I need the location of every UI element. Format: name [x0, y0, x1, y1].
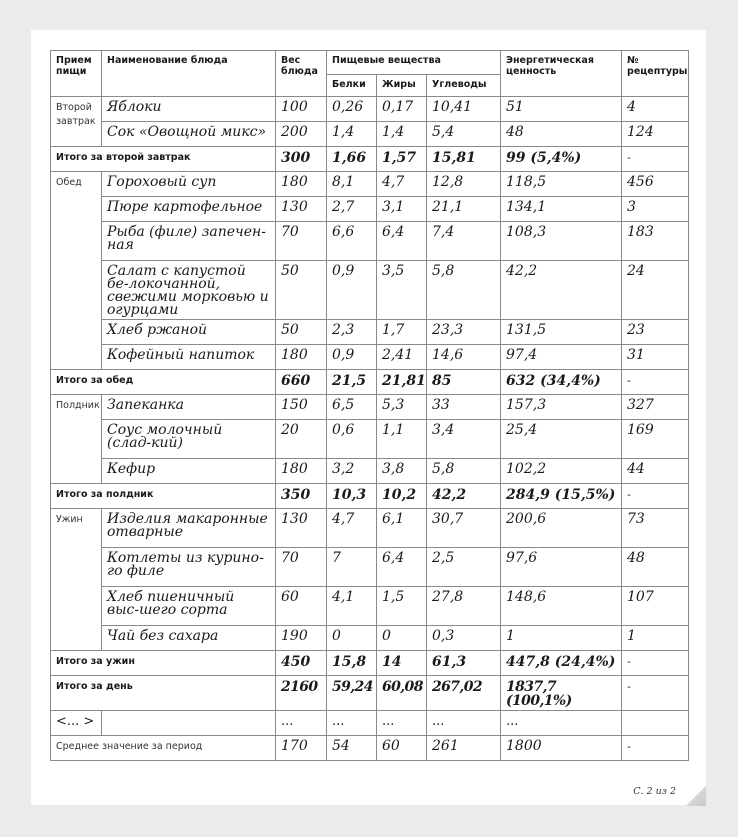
total-fats: 21,81	[377, 370, 427, 395]
average-recipe: -	[622, 736, 689, 761]
proteins-cell: 0	[327, 626, 377, 651]
table-row	[51, 626, 689, 651]
table-row	[51, 587, 689, 626]
proteins-cell: 4,7	[327, 509, 377, 548]
energy-cell: 131,5	[501, 320, 622, 345]
total-energy: 447,8 (24,4%)	[501, 651, 622, 676]
ellipsis-label: <... >	[51, 711, 102, 736]
weight-cell: 20	[276, 420, 327, 459]
ellipsis-fats: ...	[377, 711, 427, 736]
fats-cell: 1,5	[377, 587, 427, 626]
fats-cell: 0,17	[377, 97, 427, 122]
recipe-cell: 107	[622, 587, 689, 626]
dish-cell: Рыба (филе) запечен-ная	[102, 222, 276, 261]
total-energy: 632 (34,4%)	[501, 370, 622, 395]
proteins-cell: 2,3	[327, 320, 377, 345]
weight-cell: 70	[276, 222, 327, 261]
proteins-cell: 8,1	[327, 172, 377, 197]
header-fats: Жиры	[377, 75, 427, 97]
ellipsis-carbs: ...	[427, 711, 501, 736]
header-energy: Энергетическая ценность	[501, 51, 622, 97]
average-carbs: 261	[427, 736, 501, 761]
average-energy: 1800	[501, 736, 622, 761]
fats-cell: 3,1	[377, 197, 427, 222]
total-label: Итого за второй завтрак	[51, 147, 276, 172]
day-total-proteins: 59,24	[327, 676, 377, 711]
table-row	[51, 395, 689, 420]
proteins-cell: 3,2	[327, 459, 377, 484]
fats-cell: 3,8	[377, 459, 427, 484]
fats-cell: 6,4	[377, 222, 427, 261]
dish-cell: Запеканка	[102, 395, 276, 420]
total-proteins: 21,5	[327, 370, 377, 395]
ellipsis-energy: ...	[501, 711, 622, 736]
weight-cell: 50	[276, 261, 327, 320]
proteins-cell: 0,26	[327, 97, 377, 122]
energy-cell: 102,2	[501, 459, 622, 484]
recipe-cell: 31	[622, 345, 689, 370]
fats-cell: 5,3	[377, 395, 427, 420]
header-weight: Вес блюда	[276, 51, 327, 97]
table-row	[51, 222, 689, 261]
weight-cell: 130	[276, 197, 327, 222]
recipe-cell: 169	[622, 420, 689, 459]
carbs-cell: 33	[427, 395, 501, 420]
weight-cell: 180	[276, 345, 327, 370]
day-total-recipe: -	[622, 676, 689, 711]
page-number: С. 2 из 2	[633, 786, 676, 797]
average-proteins: 54	[327, 736, 377, 761]
total-energy: 99 (5,4%)	[501, 147, 622, 172]
carbs-cell: 3,4	[427, 420, 501, 459]
fats-cell: 1,7	[377, 320, 427, 345]
total-carbs: 61,3	[427, 651, 501, 676]
proteins-cell: 0,9	[327, 345, 377, 370]
meal-cell-afternoon-snack: Полдник	[51, 395, 102, 484]
proteins-cell: 0,6	[327, 420, 377, 459]
dish-cell: Пюре картофельное	[102, 197, 276, 222]
dish-cell: Яблоки	[102, 97, 276, 122]
energy-cell: 48	[501, 122, 622, 147]
table-row	[51, 97, 689, 122]
total-energy: 284,9 (15,5%)	[501, 484, 622, 509]
energy-cell: 108,3	[501, 222, 622, 261]
total-proteins: 1,66	[327, 147, 377, 172]
fats-cell: 6,1	[377, 509, 427, 548]
fats-cell: 1,4	[377, 122, 427, 147]
energy-cell: 97,6	[501, 548, 622, 587]
energy-cell: 42,2	[501, 261, 622, 320]
carbs-cell: 27,8	[427, 587, 501, 626]
table-row	[51, 261, 689, 320]
dish-cell: Сок «Овощной микс»	[102, 122, 276, 147]
weight-cell: 190	[276, 626, 327, 651]
total-weight: 300	[276, 147, 327, 172]
page-corner-fold	[686, 786, 706, 806]
total-fats: 1,57	[377, 147, 427, 172]
energy-cell: 148,6	[501, 587, 622, 626]
header-proteins: Белки	[327, 75, 377, 97]
header-nutrients: Пищевые вещества	[327, 51, 501, 75]
carbs-cell: 0,3	[427, 626, 501, 651]
table-row	[51, 509, 689, 548]
fats-cell: 4,7	[377, 172, 427, 197]
proteins-cell: 1,4	[327, 122, 377, 147]
header-carbs: Углеводы	[427, 75, 501, 97]
recipe-cell: 3	[622, 197, 689, 222]
weight-cell: 50	[276, 320, 327, 345]
dish-cell: Соус молочный (слад-кий)	[102, 420, 276, 459]
weight-cell: 60	[276, 587, 327, 626]
ellipsis-empty-cell	[102, 711, 276, 736]
total-weight: 660	[276, 370, 327, 395]
energy-cell: 200,6	[501, 509, 622, 548]
day-total-label: Итого за день	[51, 676, 276, 711]
dish-cell: Котлеты из курино-го филе	[102, 548, 276, 587]
table-row	[51, 320, 689, 345]
proteins-cell: 6,6	[327, 222, 377, 261]
dish-cell: Кефир	[102, 459, 276, 484]
dish-cell: Изделия макаронные отварные	[102, 509, 276, 548]
energy-cell: 134,1	[501, 197, 622, 222]
recipe-cell: 327	[622, 395, 689, 420]
energy-cell: 51	[501, 97, 622, 122]
day-total-fats: 60,08	[377, 676, 427, 711]
proteins-cell: 7	[327, 548, 377, 587]
total-label: Итого за обед	[51, 370, 276, 395]
table-row	[51, 459, 689, 484]
carbs-cell: 5,8	[427, 459, 501, 484]
total-proteins: 10,3	[327, 484, 377, 509]
fats-cell: 6,4	[377, 548, 427, 587]
table-row	[51, 172, 689, 197]
total-label: Итого за ужин	[51, 651, 276, 676]
weight-cell: 200	[276, 122, 327, 147]
dish-cell: Гороховый суп	[102, 172, 276, 197]
header-dish: Наименование блюда	[102, 51, 276, 97]
total-row	[51, 370, 689, 395]
recipe-cell: 124	[622, 122, 689, 147]
energy-cell: 25,4	[501, 420, 622, 459]
energy-cell: 97,4	[501, 345, 622, 370]
ellipsis-proteins: ...	[327, 711, 377, 736]
table-row	[51, 345, 689, 370]
total-label: Итого за полдник	[51, 484, 276, 509]
table-row	[51, 548, 689, 587]
header-row	[51, 51, 689, 75]
total-recipe: -	[622, 484, 689, 509]
recipe-cell: 456	[622, 172, 689, 197]
menu-table	[50, 50, 689, 761]
total-proteins: 15,8	[327, 651, 377, 676]
dish-cell: Кофейный напиток	[102, 345, 276, 370]
total-fats: 14	[377, 651, 427, 676]
fats-cell: 0	[377, 626, 427, 651]
energy-cell: 1	[501, 626, 622, 651]
energy-cell: 118,5	[501, 172, 622, 197]
day-total-energy: 1837,7 (100,1%)	[501, 676, 622, 711]
fats-cell: 1,1	[377, 420, 427, 459]
total-carbs: 42,2	[427, 484, 501, 509]
total-recipe: -	[622, 370, 689, 395]
fats-cell: 2,41	[377, 345, 427, 370]
table-row	[51, 420, 689, 459]
weight-cell: 100	[276, 97, 327, 122]
meal-cell-second-breakfast: Второй завтрак	[51, 97, 102, 147]
header-meal: Прием пищи	[51, 51, 102, 97]
recipe-cell: 4	[622, 97, 689, 122]
day-total-row	[51, 676, 689, 711]
document-page	[31, 30, 706, 805]
average-row	[51, 736, 689, 761]
total-row	[51, 147, 689, 172]
dish-cell: Хлеб пшеничный выс-шего сорта	[102, 587, 276, 626]
weight-cell: 180	[276, 172, 327, 197]
carbs-cell: 10,41	[427, 97, 501, 122]
fats-cell: 3,5	[377, 261, 427, 320]
average-fats: 60	[377, 736, 427, 761]
header-recipe: № рецептуры	[622, 51, 689, 97]
total-fats: 10,2	[377, 484, 427, 509]
proteins-cell: 0,9	[327, 261, 377, 320]
carbs-cell: 7,4	[427, 222, 501, 261]
meal-cell-dinner: Ужин	[51, 509, 102, 651]
meal-cell-lunch: Обед	[51, 172, 102, 370]
proteins-cell: 6,5	[327, 395, 377, 420]
ellipsis-recipe-empty	[622, 711, 689, 736]
carbs-cell: 5,8	[427, 261, 501, 320]
total-weight: 450	[276, 651, 327, 676]
total-recipe: -	[622, 651, 689, 676]
dish-cell: Чай без сахара	[102, 626, 276, 651]
weight-cell: 70	[276, 548, 327, 587]
total-weight: 350	[276, 484, 327, 509]
dish-cell: Салат с капустой бе-локочанной, свежими морковью и огурцами	[102, 261, 276, 320]
proteins-cell: 4,1	[327, 587, 377, 626]
ellipsis-row	[51, 711, 689, 736]
energy-cell: 157,3	[501, 395, 622, 420]
recipe-cell: 183	[622, 222, 689, 261]
carbs-cell: 23,3	[427, 320, 501, 345]
recipe-cell: 73	[622, 509, 689, 548]
carbs-cell: 21,1	[427, 197, 501, 222]
carbs-cell: 14,6	[427, 345, 501, 370]
average-label: Среднее значение за период	[51, 736, 276, 761]
recipe-cell: 1	[622, 626, 689, 651]
recipe-cell: 48	[622, 548, 689, 587]
carbs-cell: 30,7	[427, 509, 501, 548]
carbs-cell: 5,4	[427, 122, 501, 147]
carbs-cell: 2,5	[427, 548, 501, 587]
recipe-cell: 44	[622, 459, 689, 484]
recipe-cell: 24	[622, 261, 689, 320]
total-row	[51, 484, 689, 509]
proteins-cell: 2,7	[327, 197, 377, 222]
day-total-carbs: 267,02	[427, 676, 501, 711]
day-total-weight: 2160	[276, 676, 327, 711]
average-weight: 170	[276, 736, 327, 761]
total-carbs: 15,81	[427, 147, 501, 172]
recipe-cell: 23	[622, 320, 689, 345]
dish-cell: Хлеб ржаной	[102, 320, 276, 345]
table-row	[51, 197, 689, 222]
total-row	[51, 651, 689, 676]
total-carbs: 85	[427, 370, 501, 395]
weight-cell: 150	[276, 395, 327, 420]
table-row	[51, 122, 689, 147]
total-recipe: -	[622, 147, 689, 172]
carbs-cell: 12,8	[427, 172, 501, 197]
ellipsis-weight: ...	[276, 711, 327, 736]
weight-cell: 130	[276, 509, 327, 548]
weight-cell: 180	[276, 459, 327, 484]
